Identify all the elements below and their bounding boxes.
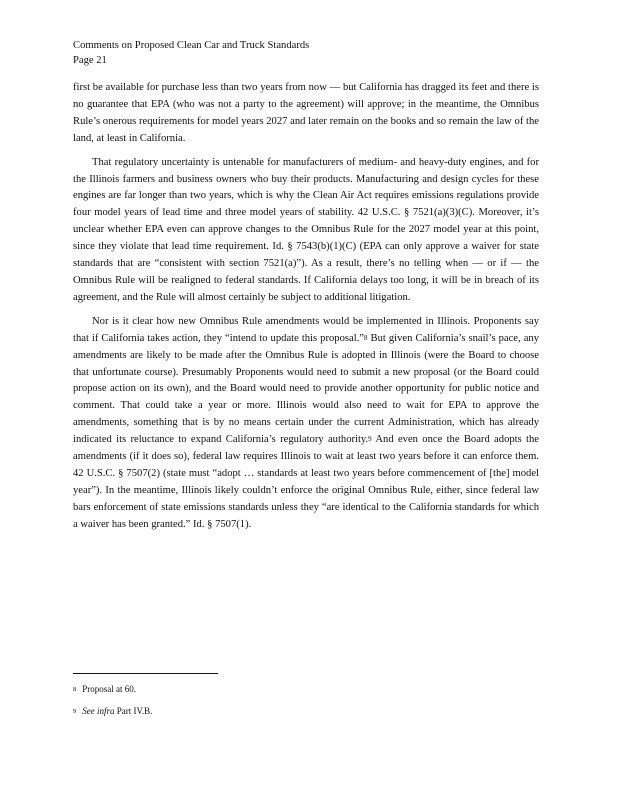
footnote-signal: See [82,706,95,716]
document-body [73,80,539,534]
footnote-number: 8 [73,686,77,693]
paragraph-regulatory-uncertainty: That regulatory uncertainty is untenable for manufacturers of medium- and heavy-duty engines, and for the Illinois farmers and business owners who buy their products. Manufacturing and design cycles for these engines are far longer than two years, which is why the Clean Air Act requires emissions regulations provide four model years of lead time and three model years of stability. 42 U.S.C. § 7521(a)(3)(C). Moreover, it’s unclear whether EPA even can approve changes to the Omnibus Rule for the 2027 model year at this point, since they violate that lead time requirement. Id. § 7543(b)(1)(C) (EPA can only approve a waiver for state standards that are “consistent with section 7521(a)”). As a result, there’s no telling when — or if — the Omnibus Rule will be realigned to federal standards. If California delays too long, it will be in breach of its agreement, and the Rule will almost certainly be subject to additional litigation. [73,156,539,303]
footnote-9 [73,705,539,718]
page-number: Page 21 [73,55,107,66]
footnote-text: Proposal at 60. [82,684,136,694]
paragraph-text-part-3: And even once the Board adopts the amendments (if it does so), federal law requires Illinois to wait at least two years before it can enforce them. 42 U.S.C. § 7507(2) (state must “adopt … standards at least two years before commencement of [the] model year”). In the meantime, Illinois likely couldn’t enforce the original Omnibus Rule, either, since federal law bars enforcement of state emissions standards unless they “are identical to the California standards for which a waiver has been granted.” Id. § 7507(1). [73,434,539,530]
footnote-reference-8[interactable]: 8 [364,333,368,342]
footnote-number: 9 [73,708,77,715]
paragraph-text-part-2: But given California’s snail’s pace, any amendments are likely to be made after the Omnibus Rule is adopted in Illinois (were the Board to choose that unfortunate course). Presumably Proponents would need to submit a new proposal (or the Board could propose action on its own), and the Board would need to provide another opportunity for public notice and comment. That could take a year or more. Illinois would also need to wait for EPA to approve the amendments, something that is by no means certain under the current Administration, which has already indicated its reluctance to expand California’s regulatory authority. [73,332,539,446]
footnote-text: Part IV.B. [116,706,153,716]
footnote-reference-9[interactable]: 9 [368,435,372,444]
footnote-infra: infra [97,706,115,716]
paragraph-text-part-1: Nor is it clear how new Omnibus Rule amendments would be implemented in Illinois. Proponents say that if California takes action, they “intend to update this proposal.” [73,315,539,344]
footnote-separator [73,673,218,674]
paragraph-continuation: first be available for purchase less than two years from now — but California has dragged its feet and there is no guarantee that EPA (who was not a party to the agreement) will approve; in the meantime, the Omnibus Rule’s onerous requirements for model years 2027 and later remain on the books and so remain the law of the land, at least in California. [73,82,539,144]
page-header [73,38,309,68]
paragraph-implementation [73,314,539,534]
footnote-8 [73,683,539,696]
document-title: Comments on Proposed Clean Car and Truck Standards [73,40,310,51]
footnotes [73,683,539,718]
